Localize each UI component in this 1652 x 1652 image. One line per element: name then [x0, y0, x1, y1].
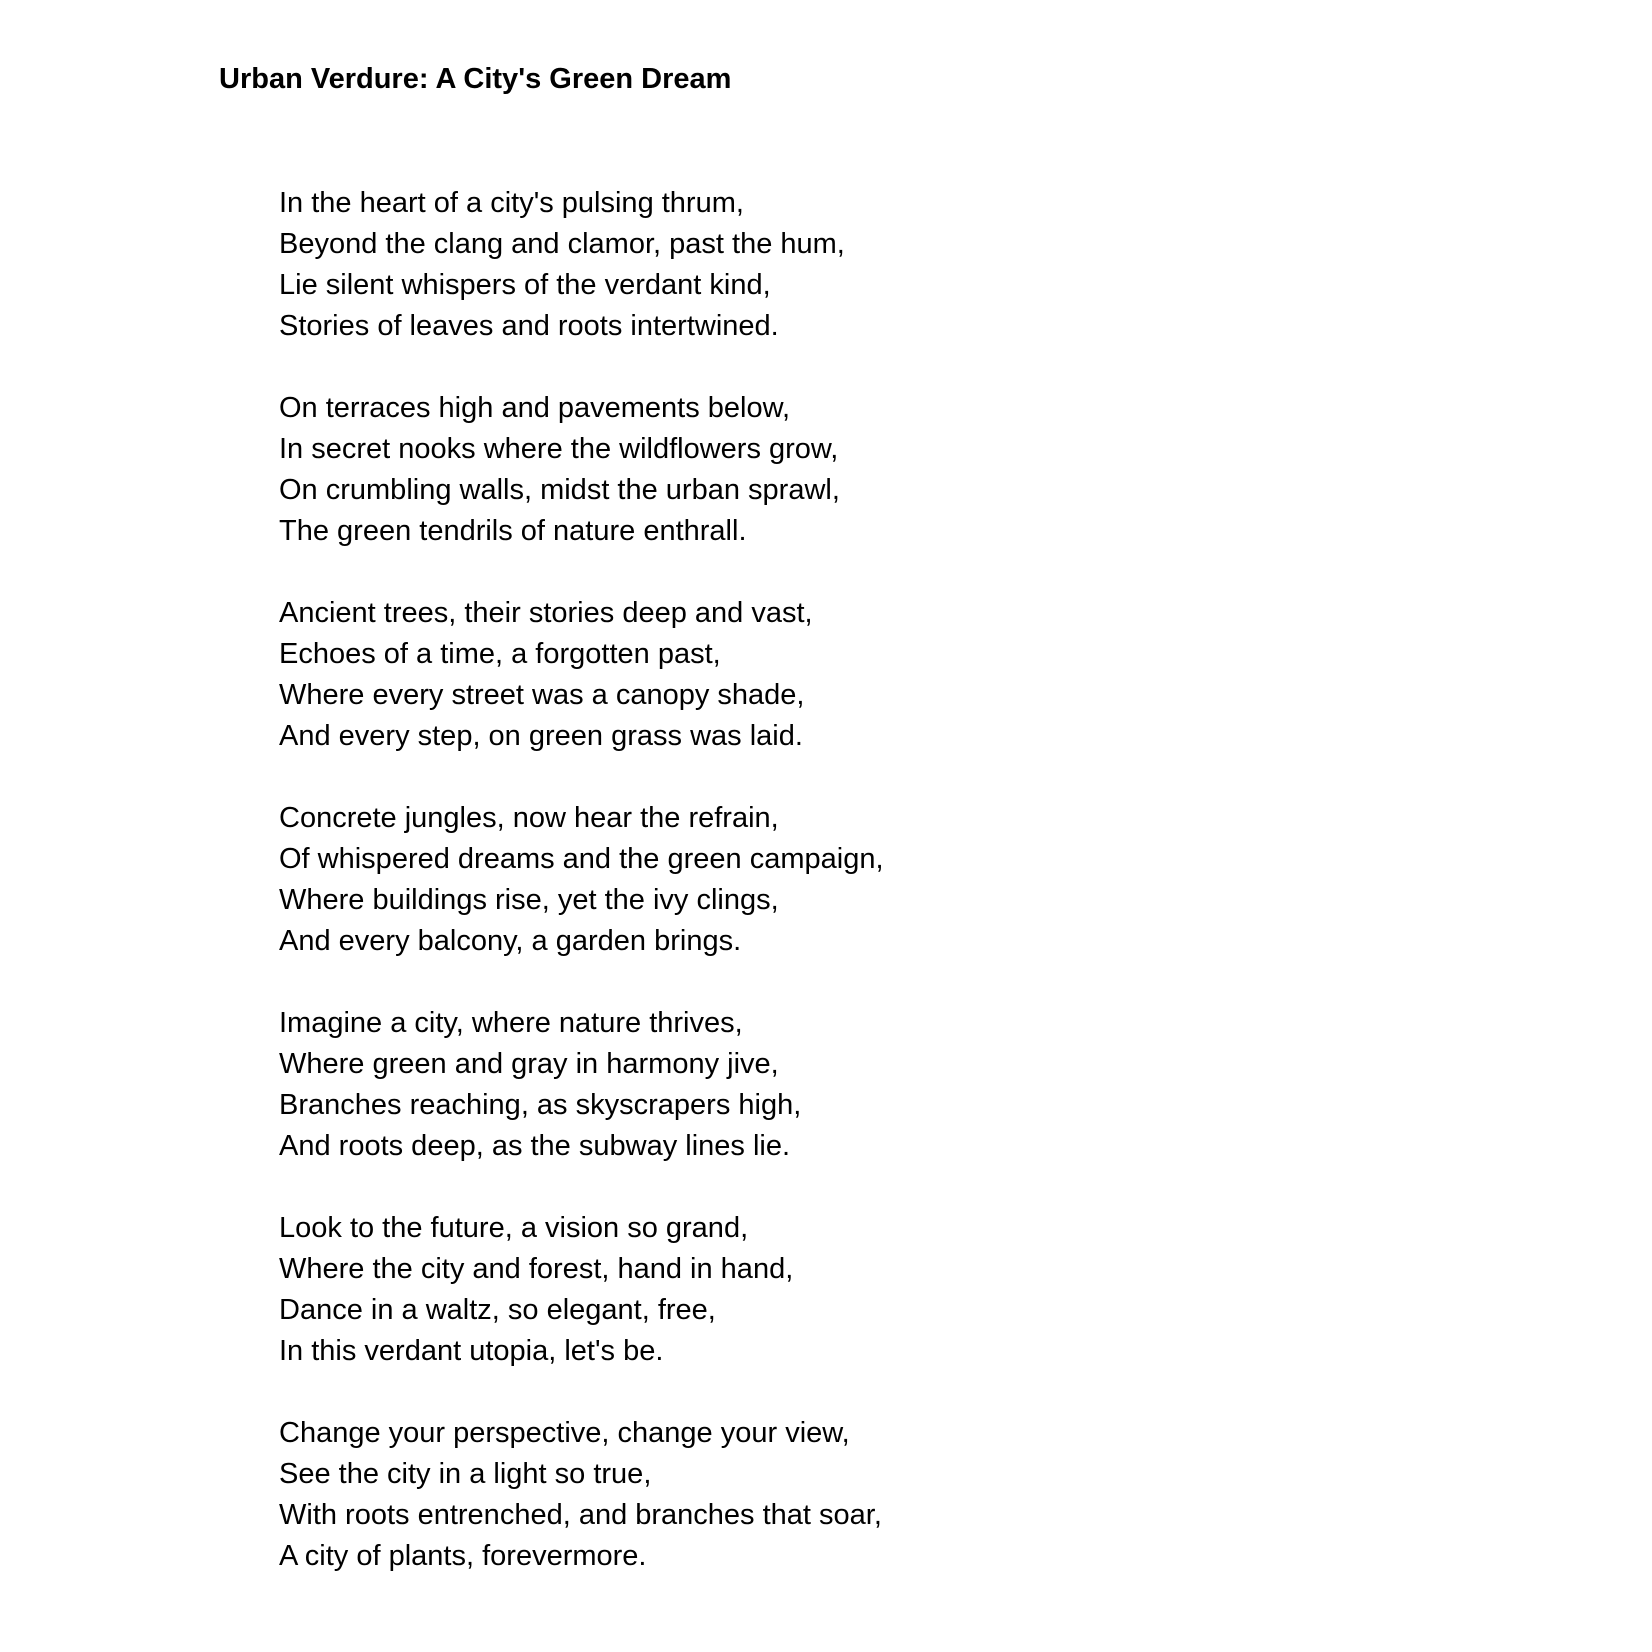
- poem-line: Of whispered dreams and the green campaign,: [279, 843, 884, 875]
- poem-line: In the heart of a city's pulsing thrum,: [279, 187, 744, 219]
- stanza-1: [279, 183, 884, 347]
- poem-line: And every balcony, a garden brings.: [279, 925, 742, 957]
- poem-line: Where the city and forest, hand in hand,: [279, 1253, 794, 1285]
- poem-line: Where every street was a canopy shade,: [279, 679, 805, 711]
- poem-line: Stories of leaves and roots intertwined.: [279, 310, 779, 342]
- poem-line: Echoes of a time, a forgotten past,: [279, 638, 721, 670]
- poem-line: With roots entrenched, and branches that soar,: [279, 1499, 882, 1531]
- stanza-6: [279, 1208, 884, 1372]
- stanza-4: [279, 798, 884, 962]
- poem-line: Branches reaching, as skyscrapers high,: [279, 1089, 802, 1121]
- stanza-2: [279, 388, 884, 552]
- poem-line: Dance in a waltz, so elegant, free,: [279, 1294, 716, 1326]
- poem-line: Beyond the clang and clamor, past the hum,: [279, 228, 845, 260]
- stanza-5: [279, 1003, 884, 1167]
- poem-line: A city of plants, forevermore.: [279, 1540, 647, 1572]
- poem-line: The green tendrils of nature enthrall.: [279, 515, 747, 547]
- stanza-3: [279, 593, 884, 757]
- poem-line: Ancient trees, their stories deep and vast,: [279, 597, 813, 629]
- poem-line: See the city in a light so true,: [279, 1458, 652, 1490]
- poem-line: Where green and gray in harmony jive,: [279, 1048, 779, 1080]
- poem-line: Where buildings rise, yet the ivy clings,: [279, 884, 779, 916]
- poem-title: Urban Verdure: A City's Green Dream: [219, 63, 732, 95]
- poem-line: Lie silent whispers of the verdant kind,: [279, 269, 771, 301]
- poem-line: On terraces high and pavements below,: [279, 392, 791, 424]
- poem-line: And roots deep, as the subway lines lie.: [279, 1130, 791, 1162]
- poem-line: Change your perspective, change your view,: [279, 1417, 850, 1449]
- poem-line: In secret nooks where the wildflowers grow,: [279, 433, 839, 465]
- poem-line: Imagine a city, where nature thrives,: [279, 1007, 743, 1039]
- poem-line: Look to the future, a vision so grand,: [279, 1212, 749, 1244]
- poem-line: On crumbling walls, midst the urban sprawl,: [279, 474, 840, 506]
- poem-line: Concrete jungles, now hear the refrain,: [279, 802, 779, 834]
- poem-line: And every step, on green grass was laid.: [279, 720, 803, 752]
- stanza-7: [279, 1413, 884, 1577]
- poem-body: [279, 183, 884, 1618]
- poem-line: In this verdant utopia, let's be.: [279, 1335, 664, 1367]
